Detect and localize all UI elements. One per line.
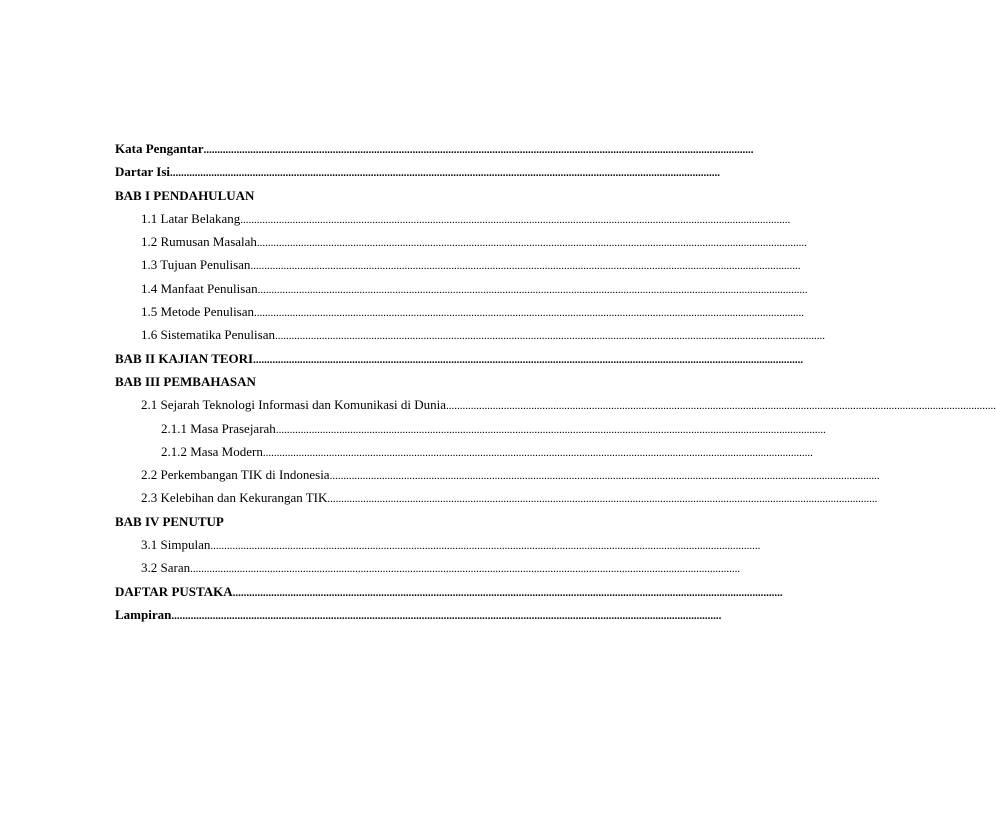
toc-entry-2-3	[115, 486, 878, 509]
dot-leader: ........................................................................................................................................................................................................	[274, 330, 825, 343]
toc-entry-label: BAB III PEMBAHASAN	[115, 373, 256, 389]
dot-leader: ........................................................................................................................................................................................................	[170, 167, 721, 180]
toc-entry-3-1	[115, 533, 761, 556]
toc-entry-label: 1.5 Metode Penulisan	[141, 304, 255, 320]
toc-entry-1-4	[115, 277, 808, 300]
dot-leader: ........................................................................................................................................................................................................	[254, 307, 805, 320]
dot-leader: ........................................................................................................................................................................................................	[327, 493, 878, 506]
dot-leader: ........................................................................................................................................................................................................	[203, 144, 754, 156]
dot-leader: ........................................................................................................................................................................................................	[262, 446, 813, 459]
table-of-contents	[115, 137, 996, 626]
dot-leader: ........................................................................................................................................................................................................	[190, 563, 741, 576]
dot-leader: ........................................................................................................................................................................................................	[250, 260, 801, 273]
dot-leader: ........................................................................................................................................................................................................	[253, 353, 804, 366]
toc-entry-daftar-isi	[115, 160, 721, 183]
dot-leader: ........................................................................................................................................................................................................	[275, 423, 826, 436]
toc-entry-lampiran	[115, 603, 722, 626]
toc-entry-label: BAB II KAJIAN TEORI	[115, 350, 254, 366]
toc-entry-2-2	[115, 463, 880, 486]
toc-entry-bab-4	[115, 510, 548, 533]
toc-entry-label: BAB I PENDAHULUAN	[115, 187, 255, 203]
toc-entry-label: 3.2 Saran	[141, 560, 191, 576]
toc-entry-label: 1.1 Latar Belakang	[141, 210, 241, 226]
toc-entry-1-3	[115, 253, 801, 276]
toc-entry-daftar-pustaka	[115, 580, 783, 603]
toc-entry-bab-2	[115, 347, 804, 370]
dot-leader: ........................................................................................................................................................................................................	[329, 470, 880, 483]
toc-entry-kata-pengantar	[115, 137, 754, 160]
toc-entry-3-2	[115, 556, 741, 579]
toc-entry-label: 2.3 Kelebihan dan Kekurangan TIK	[141, 490, 328, 506]
toc-entry-label: 1.2 Rumusan Masalah	[141, 234, 257, 250]
dot-leader: ........................................................................................................................................................................................................	[240, 213, 791, 226]
toc-entry-2-1-1	[115, 417, 826, 440]
toc-entry-1-2	[115, 230, 807, 253]
toc-entry-label: 2.1 Sejarah Teknologi Informasi dan Komunikasi di Dunia	[141, 397, 447, 413]
toc-entry-label: BAB IV PENUTUP	[115, 513, 224, 529]
toc-entry-label: Lampiran	[115, 606, 172, 622]
toc-entry-label: Kata Pengantar	[115, 141, 204, 156]
dot-leader: ........................................................................................................................................................................................................	[171, 609, 722, 622]
toc-entry-label: 2.1.2 Masa Modern	[161, 443, 263, 459]
toc-entry-1-5	[115, 300, 805, 323]
toc-entry-1-1	[115, 207, 791, 230]
dot-leader: ........................................................................................................................................................................................................	[256, 237, 807, 250]
dot-leader: ........................................................................................................................................................................................................	[446, 400, 996, 413]
toc-entry-label: 2.1.1 Masa Prasejarah	[161, 420, 276, 436]
dot-leader: ........................................................................................................................................................................................................	[232, 586, 783, 599]
toc-entry-bab-1	[115, 184, 548, 207]
toc-entry-1-6	[115, 323, 825, 346]
toc-entry-label: 2.2 Perkembangan TIK di Indonesia	[141, 467, 330, 483]
toc-entry-label: 1.3 Tujuan Penulisan	[141, 257, 251, 273]
toc-entry-label: 1.4 Manfaat Penulisan	[141, 280, 258, 296]
toc-entry-label: 3.1 Simpulan	[141, 537, 211, 553]
dot-leader: ........................................................................................................................................................................................................	[257, 283, 808, 296]
toc-entry-2-1-2	[115, 440, 813, 463]
toc-entry-2-1	[115, 393, 996, 416]
dot-leader: ........................................................................................................................................................................................................	[210, 540, 761, 553]
toc-entry-bab-3	[115, 370, 548, 393]
toc-entry-label: 1.6 Sistematika Penulisan	[141, 327, 275, 343]
toc-entry-label: DAFTAR PUSTAKA	[115, 583, 233, 599]
toc-entry-label: Dartar Isi	[115, 164, 171, 180]
